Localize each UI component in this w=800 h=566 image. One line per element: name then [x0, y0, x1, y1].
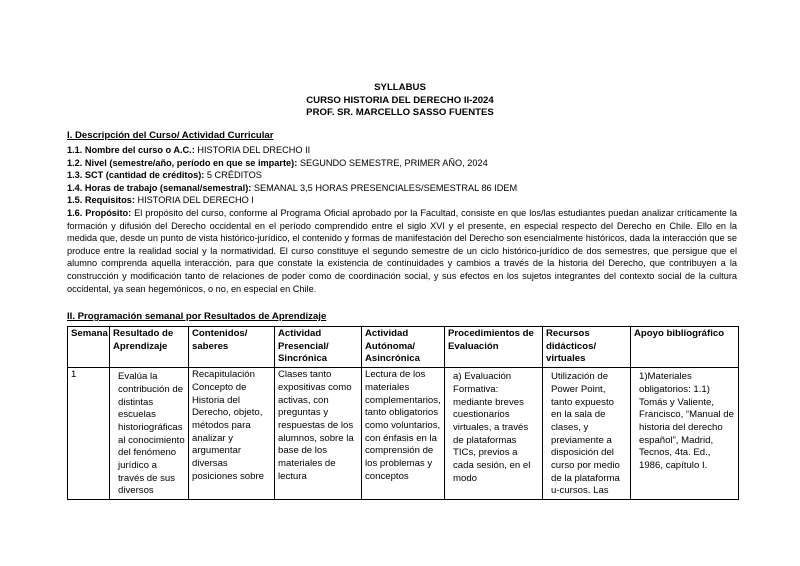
table-cell [110, 368, 189, 500]
field-label: 1.1. Nombre del curso o A.C.: [67, 145, 195, 155]
table-cell [543, 368, 631, 500]
field-course-name [67, 144, 737, 157]
column-header: Actividad Autónoma/ Asincrónica [362, 327, 445, 368]
table-cell: Lectura de los materiales complementarios, tanto obligatorios como voluntarios, con énfasis en la comprensión de los problemas y conceptos [362, 368, 445, 500]
field-value: HISTORIA DEL DERECHO I [134, 195, 254, 206]
column-header: Recursos didácticos/ virtuales [543, 327, 631, 368]
weekly-program-table [67, 326, 739, 500]
table-header-row [68, 327, 739, 368]
table-cell-week: 1 [68, 368, 110, 500]
section-2-title: II. Programación semanal por Resultados de Aprendizaje [67, 311, 327, 322]
cell-text: 1)Materiales obligatorios: 1.1) Tomás y Valiente, Francisco, “Manual de historia del derecho español”, Madrid, Tecnos, 4ta. Ed., 1986, capítulo I. [639, 371, 734, 472]
field-label: 1.3. SCT (cantidad de créditos): [67, 170, 205, 181]
section-1-title: I. Descripción del Curso/ Actividad Curricular [67, 130, 274, 141]
table-cell [445, 368, 543, 500]
field-value: 5 CRÉDITOS [204, 170, 262, 181]
column-header: Resultado de Aprendizaje [110, 327, 189, 368]
column-header: Procedimientos de Evaluación [445, 327, 543, 368]
field-label: 1.2. Nivel (semestre/año, período en que se imparte): [67, 157, 298, 168]
cell-text: a) Evaluación Formativa: mediante breves cuestionarios virtuales, a través de plataformas TICs, previos a cada sesión, en el modo [453, 371, 531, 484]
field-value: SEMANAL 3,5 HORAS PRESENCIALES/SEMESTRAL 86 IDEM [251, 182, 518, 193]
field-value: SEGUNDO SEMESTRE, PRIMER AÑO, 2024 [297, 157, 488, 168]
header-line-1: SYLLABUS [374, 82, 426, 93]
table-cell: Clases tanto expositivas como activas, con preguntas y respuestas de los alumnos, sobre la base de los materiales de lectura [275, 368, 362, 500]
purpose-text: El propósito del curso, conforme al Programa Oficial aprobado por la Facultad, consiste en que los/las estudiantes puedan analizar críticamente la formación y difusión del Derecho occidental en el período comprendido entre el siglo XVI y el presente, en especial respecto del Derecho en Chile. Ello en la medida que, desde un punto de vista histórico-jurídico, el contenido y formas de manifestación del Derecho son esencialmente históricos, dada la interacción que se produce entre la realidad social y la normatividad. El curso constituye el segundo semestre de un ciclo histórico-jurídico de dos semestres, que persigue que el alumno comprenda aquella interacción, para que constate la existencia de continuidades y cambios a través de la historia del Derecho, que contribuyen a la construcción y modificación tanto de relaciones de poder como de coordinación social, y sus efectos en los sujetos integrantes del contexto social de la cultura occidental, ya sean hegemónicos, o no, en especial en Chile. [67, 207, 738, 294]
field-value: HISTORIA DEL DRECHO II [194, 145, 311, 155]
cell-text: Evalúa la contribución de distintas escuelas historiográficas al conocimiento del fenómeno jurídico a través de sus diversos [118, 371, 185, 497]
field-level [67, 157, 737, 170]
column-header: Actividad Presencial/ Sincrónica [275, 327, 362, 368]
field-credits [67, 169, 737, 182]
course-description-fields [67, 144, 737, 295]
field-purpose [67, 207, 737, 295]
syllabus-header [0, 82, 800, 120]
field-label: 1.5. Requisitos: [67, 195, 135, 206]
table-row [68, 368, 739, 500]
column-header: Apoyo bibliográfico [631, 327, 739, 368]
header-line-2: CURSO HISTORIA DEL DERECHO II-2024 [306, 94, 494, 106]
purpose-label: 1.6. Propósito: [67, 207, 132, 218]
cell-text: Utilización de Power Point, tanto expuesto en la sala de clases, y previamente a disposición del curso por medio de la plataforma u-cursos. Las [551, 371, 620, 497]
table-cell [631, 368, 739, 500]
field-label: 1.4. Horas de trabajo (semanal/semestral): [67, 182, 252, 193]
field-requirements [67, 194, 737, 207]
field-hours [67, 182, 737, 195]
column-header: Semana [68, 327, 110, 368]
column-header: Contenidos/ saberes [189, 327, 275, 368]
header-line-3: PROF. SR. MARCELLO SASSO FUENTES [306, 107, 494, 118]
table-cell: Recapitulación Concepto de Historia del Derecho, objeto, métodos para analizar y argumentar diversas posiciones sobre [189, 368, 275, 500]
